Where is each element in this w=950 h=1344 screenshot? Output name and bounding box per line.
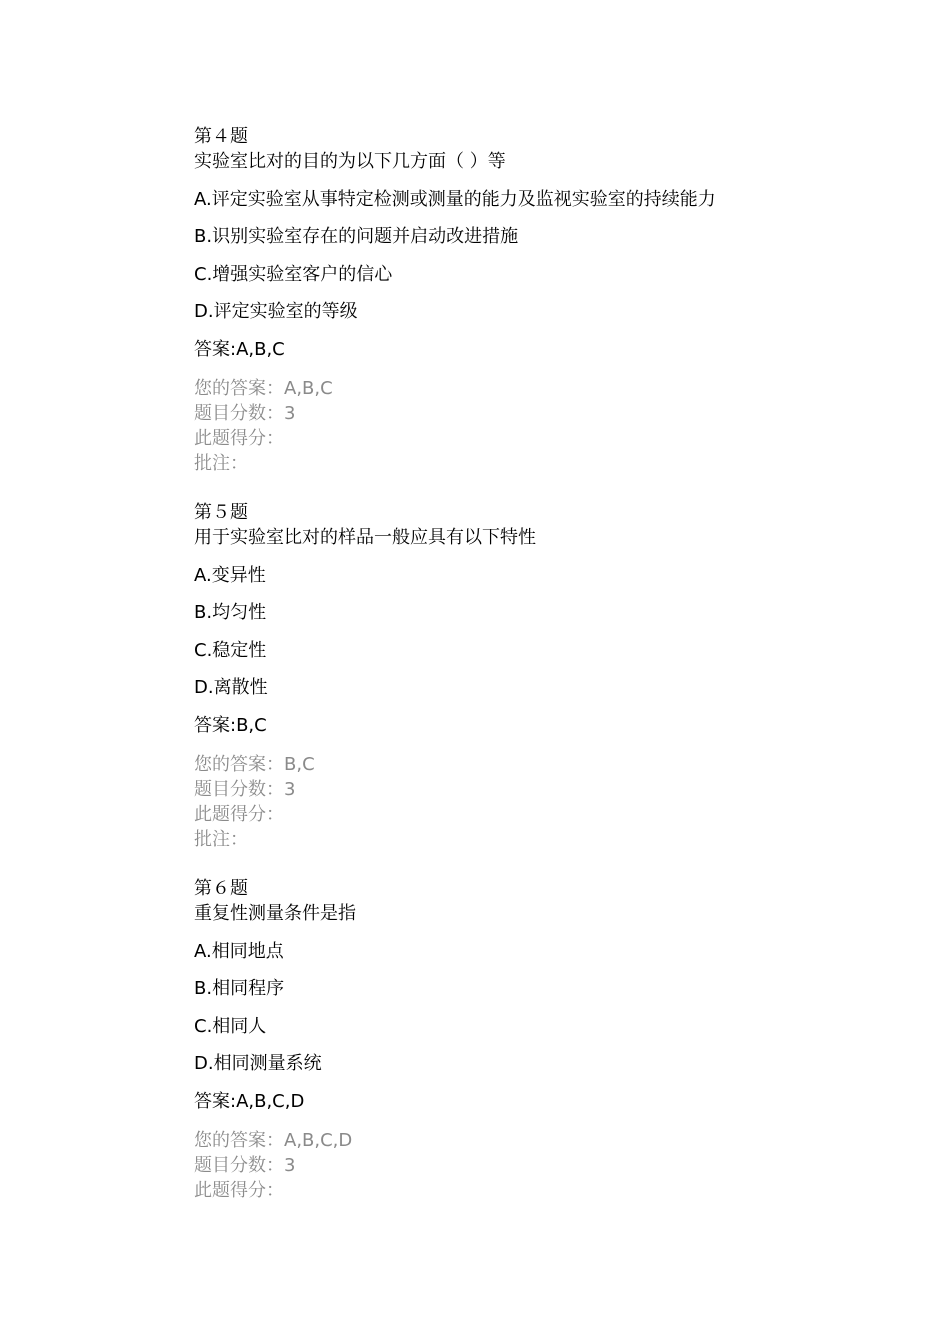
note: 批注： xyxy=(194,828,248,850)
question-number: 第６题 xyxy=(194,878,248,899)
earned-score: 此题得分： xyxy=(194,803,284,825)
result-block xyxy=(194,1128,894,1203)
option-c: C.稳定性 xyxy=(194,639,267,661)
question-5 xyxy=(194,500,894,852)
result-block xyxy=(194,376,894,476)
question-stem: 用于实验室比对的样品一般应具有以下特性 xyxy=(194,527,536,548)
correct-answer: 答案:A,B,C,D xyxy=(194,1090,305,1112)
option-c: C.相同人 xyxy=(194,1015,267,1037)
question-6 xyxy=(194,876,894,1203)
question-score: 题目分数：3 xyxy=(194,402,296,424)
question-score: 题目分数：3 xyxy=(194,778,296,800)
question-stem: 重复性测量条件是指 xyxy=(194,903,356,924)
option-b: B.识别实验室存在的问题并启动改进措施 xyxy=(194,226,519,247)
option-a: A.相同地点 xyxy=(194,940,284,962)
option-d: D.离散性 xyxy=(194,677,268,698)
option-a: A.评定实验室从事特定检测或测量的能力及监视实验室的持续能力 xyxy=(194,188,716,210)
your-answer: 您的答案：A,B,C xyxy=(194,377,333,399)
earned-score: 此题得分： xyxy=(194,1179,284,1201)
earned-score: 此题得分： xyxy=(194,427,284,449)
option-d: D.相同测量系统 xyxy=(194,1053,322,1074)
correct-answer: 答案:B,C xyxy=(194,714,267,736)
option-a: A.变异性 xyxy=(194,564,266,586)
question-number: 第５题 xyxy=(194,502,248,523)
option-b: B.相同程序 xyxy=(194,978,285,999)
your-answer: 您的答案：B,C xyxy=(194,753,315,775)
question-4 xyxy=(194,124,894,476)
result-block xyxy=(194,752,894,852)
option-c: C.增强实验室客户的信心 xyxy=(194,263,393,285)
correct-answer: 答案:A,B,C xyxy=(194,338,285,360)
question-score: 题目分数：3 xyxy=(194,1154,296,1176)
question-number: 第４题 xyxy=(194,126,248,147)
your-answer: 您的答案：A,B,C,D xyxy=(194,1129,353,1151)
question-stem: 实验室比对的目的为以下几方面（ ）等 xyxy=(194,151,506,172)
option-b: B.均匀性 xyxy=(194,602,267,623)
note: 批注： xyxy=(194,452,248,474)
option-d: D.评定实验室的等级 xyxy=(194,301,358,322)
